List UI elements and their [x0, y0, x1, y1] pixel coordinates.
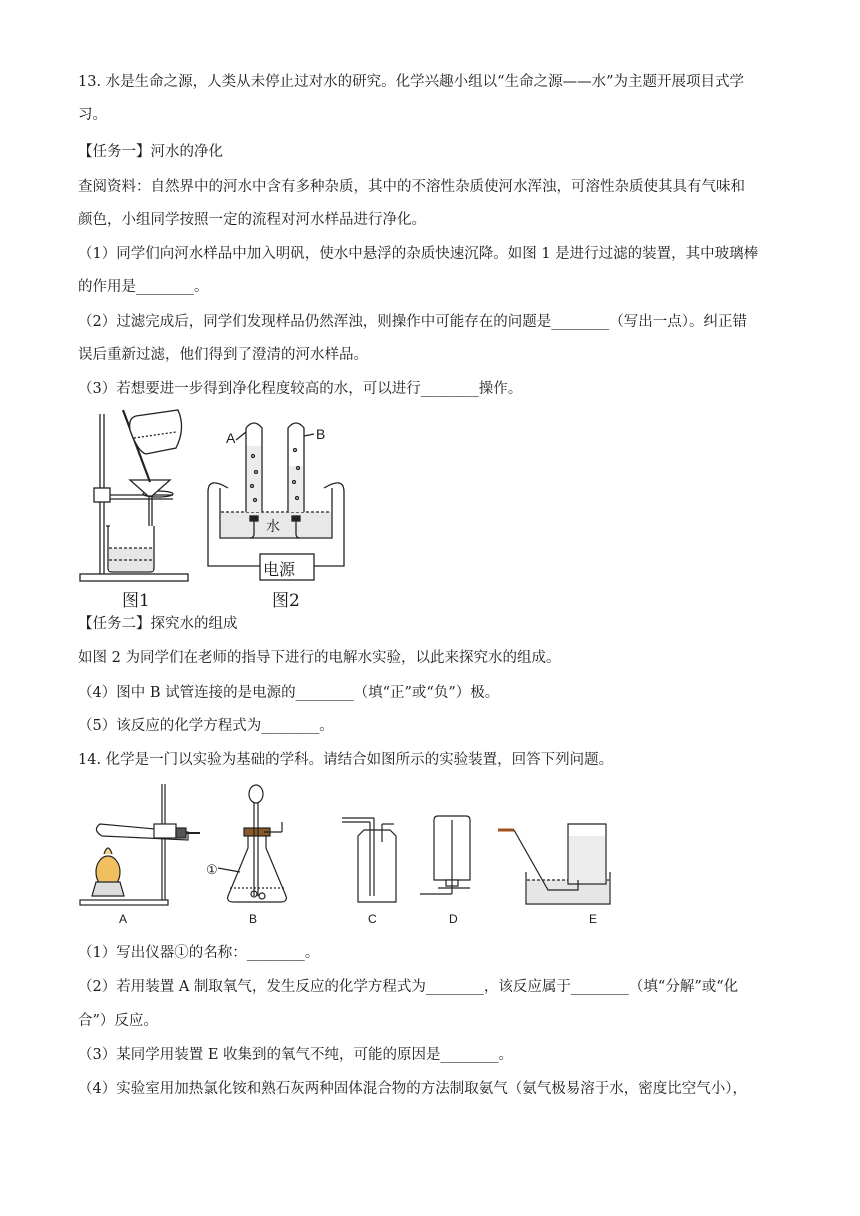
q13-material-line2: 颜色，小组同学按照一定的流程对河水样品进行净化。	[78, 212, 426, 228]
q13-stem-line1: 13. 水是生命之源，人类从未停止过对水的研究。化学兴趣小组以“生命之源——水”为主题开展项目式学	[78, 74, 744, 90]
q13-task2-intro: 如图 2 为同学们在老师的指导下进行的电解水实验，以此来探究水的组成。	[78, 650, 561, 666]
figure-2-caption: 图2	[272, 591, 300, 611]
q14-sub2-line2: 合”）反应。	[78, 1013, 158, 1029]
q14-sub2-line1: （2）若用装置 A 制取氧气，发生反应的化学方程式为________，该反应属于________（填“分解”或“化	[78, 979, 739, 995]
q13-task2-title: 【任务二】探究水的组成	[78, 616, 238, 632]
q13-sub2-line2: 误后重新过滤，他们得到了澄清的河水样品。	[78, 347, 368, 363]
q13-material-line1: 查阅资料：自然界中的河水中含有多种杂质，其中的不溶性杂质使河水浑浊，可溶性杂质使其具有气味和	[78, 179, 745, 195]
apparatus-label-e: E	[589, 912, 598, 926]
q14-sub3: （3）某同学用装置 E 收集到的氧气不纯，可能的原因是________。	[78, 1047, 514, 1063]
figure-1-caption: 图1	[122, 591, 150, 611]
apparatus-label-d: D	[449, 912, 458, 926]
q13-sub1-line1: （1）同学们向河水样品中加入明矾，使水中悬浮的杂质快速沉降。如图 1 是进行过滤的装置，其中玻璃棒	[78, 246, 759, 262]
q13-sub2-line1: （2）过滤完成后，同学们发现样品仍然浑浊，则操作中可能存在的问题是________（写出一点）。纠正错	[78, 314, 747, 330]
apparatus-label-a: A	[119, 912, 128, 926]
q14-apparatus-diagram	[78, 784, 648, 914]
q13-sub3: （3）若想要进一步得到净化程度较高的水，可以进行________操作。	[78, 381, 523, 397]
q14-stem: 14. 化学是一门以实验为基础的学科。请结合如图所示的实验装置，回答下列问题。	[78, 752, 614, 768]
q14-sub4: （4）实验室用加热氯化铵和熟石灰两种固体混合物的方法制取氨气（氨气极易溶于水，密度比空气小），	[78, 1081, 747, 1097]
figure-2-label-b: B	[316, 426, 326, 442]
apparatus-label-b: B	[249, 912, 258, 926]
q13-sub5: （5）该反应的化学方程式为________。	[78, 718, 334, 734]
q13-sub1-line2: 的作用是________。	[78, 279, 209, 295]
instrument-marker-1: ①	[206, 862, 218, 877]
figure-1-filtration	[78, 408, 198, 584]
q13-task1-title: 【任务一】河水的净化	[78, 144, 223, 160]
q13-sub4: （4）图中 B 试管连接的是电源的________（填“正”或“负”）极。	[78, 685, 500, 701]
apparatus-label-c: C	[368, 912, 377, 926]
figure-2-water-label: 水	[266, 518, 280, 534]
figure-2-label-a: A	[226, 430, 236, 446]
q13-stem-line2: 习。	[78, 107, 107, 123]
q14-sub1: （1）写出仪器①的名称：________。	[78, 945, 320, 961]
figure-2-power-supply: 电源	[263, 562, 296, 579]
